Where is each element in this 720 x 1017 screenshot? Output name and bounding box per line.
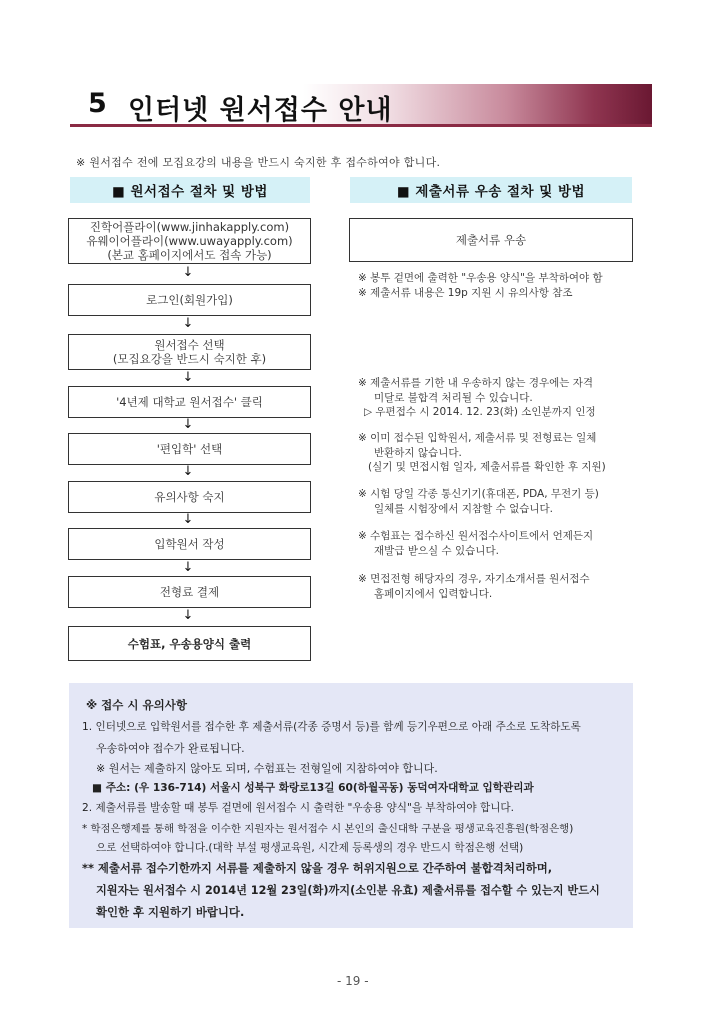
step-line: '편입학' 선택 xyxy=(156,442,223,456)
caution-line: 으로 선택하여야 합니다.(대학 부설 평생교육원, 시간제 등록생의 경우 반드시 학점은행 선택) xyxy=(96,842,524,854)
down-arrow-icon: ↓ xyxy=(182,370,194,385)
step-line: 유웨이어플라이(www.uwayapply.com) xyxy=(86,234,293,248)
note-line: ※ 면접전형 해당자의 경우, 자기소개서를 원서접수 xyxy=(358,573,590,585)
caution-address: ■ 주소: (우 136-714) 서울시 성북구 화랑로13길 60(하월곡동) 동덕여자대학교 입학관리과 xyxy=(92,782,534,794)
flow-step xyxy=(68,284,311,316)
caution-line: 2. 제출서류를 발송할 때 봉투 겉면에 원서접수 시 출력한 "우송용 양식"을 부착하여야 합니다. xyxy=(82,802,515,814)
caution-warning: 확인한 후 지원하기 바랍니다. xyxy=(96,905,245,919)
note-line: (실기 및 면접시험 일자, 제출서류를 확인한 후 지원) xyxy=(368,461,606,473)
caution-line: * 학점은행제를 통해 학점을 이수한 지원자는 원서접수 시 본인의 출신대학 구분을 평생교육진흥원(학점은행) xyxy=(82,823,574,835)
caution-title: ※ 접수 시 유의사항 xyxy=(86,698,187,712)
right-note xyxy=(358,529,593,558)
top-note: ※ 원서접수 전에 모집요강의 내용을 반드시 숙지한 후 접수하여야 합니다. xyxy=(76,156,441,169)
section-number: 5 xyxy=(88,88,107,119)
mail-submission-box xyxy=(349,218,633,262)
flow-step-final xyxy=(68,626,311,661)
flow-step xyxy=(68,576,311,608)
down-arrow-icon: ↓ xyxy=(182,417,194,432)
step-line: 로그인(회원가입) xyxy=(146,293,233,307)
note-line: 홈페이지에서 입력합니다. xyxy=(374,587,493,600)
caution-line: 1. 인터넷으로 입학원서를 접수한 후 제출서류(각종 증명서 등)를 함께 등기우편으로 아래 주소로 도착하도록 xyxy=(82,721,581,733)
right-note xyxy=(358,431,606,475)
flow-step xyxy=(68,528,311,560)
note-line: 반환하지 않습니다. xyxy=(374,446,462,459)
flow-step xyxy=(68,481,311,513)
down-arrow-icon: ↓ xyxy=(182,608,194,623)
step-line: 유의사항 숙지 xyxy=(154,490,225,504)
note-line: ▷ 우편접수 시 2014. 12. 23(화) 소인분까지 인정 xyxy=(364,406,596,418)
step-line: 진학어플라이(www.jinhakapply.com) xyxy=(89,220,290,234)
note-line: ※ 제출서류를 기한 내 우송하지 않는 경우에는 자격 xyxy=(358,377,594,389)
step-line: 수험표, 우송용양식 출력 xyxy=(127,636,252,651)
down-arrow-icon: ↓ xyxy=(182,464,194,479)
right-note xyxy=(358,487,599,516)
step-line: (모집요강을 반드시 숙지한 후) xyxy=(112,352,267,366)
step-line: '4년제 대학교 원서접수' 클릭 xyxy=(116,395,263,409)
right-note xyxy=(358,271,603,300)
note-line: 재발급 받으실 수 있습니다. xyxy=(374,544,499,557)
flow-step xyxy=(68,386,311,418)
mail-box-label: 제출서류 우송 xyxy=(455,233,527,247)
caution-line: 우송하여야 접수가 완료됩니다. xyxy=(96,742,245,755)
note-line: 일체를 시험장에서 지참할 수 없습니다. xyxy=(374,502,553,515)
caution-warning: ** 제출서류 접수기한까지 서류를 제출하지 않을 경우 허위지원으로 간주하여 불합격처리하며, xyxy=(82,861,553,875)
note-line: ※ 시험 당일 각종 통신기기(휴대폰, PDA, 무전기 등) xyxy=(358,488,599,500)
note-line: ※ 수험표는 접수하신 원서접수사이트에서 언제든지 xyxy=(358,530,594,542)
caution-warning: 지원자는 원서접수 시 2014년 12월 23일(화)까지(소인분 유효) 제출서류를 접수할 수 있는지 반드시 xyxy=(96,884,600,897)
step-line: 원서접수 선택 xyxy=(154,338,225,352)
down-arrow-icon: ↓ xyxy=(182,316,194,331)
note-line: ※ 봉투 겉면에 출력한 "우송용 양식"을 부착하여야 함 xyxy=(358,272,603,284)
note-line: ※ 이미 접수된 입학원서, 제출서류 및 전형료는 일체 xyxy=(358,432,597,444)
right-note xyxy=(358,572,590,601)
down-arrow-icon: ↓ xyxy=(182,265,194,280)
down-arrow-icon: ↓ xyxy=(182,560,194,575)
right-note xyxy=(358,376,596,420)
right-column-heading: ■ 제출서류 우송 절차 및 방법 xyxy=(350,177,632,203)
down-arrow-icon: ↓ xyxy=(182,512,194,527)
note-line: 미달로 불합격 처리될 수 있습니다. xyxy=(374,391,533,404)
flow-step xyxy=(68,334,311,370)
step-line: 전형료 결제 xyxy=(159,585,220,599)
page-number: - 19 - xyxy=(337,974,369,988)
section-title: 인터넷 원서접수 안내 xyxy=(128,95,393,126)
step-line: 입학원서 작성 xyxy=(154,537,225,551)
note-line: ※ 제출서류 내용은 19p 지원 시 유의사항 참조 xyxy=(358,286,573,299)
caution-line: ※ 원서는 제출하지 않아도 되며, 수험표는 전형일에 지참하여야 합니다. xyxy=(96,762,438,775)
step-line: (본교 홈페이지에서도 접속 가능) xyxy=(107,248,272,262)
left-column-heading: ■ 원서접수 절차 및 방법 xyxy=(70,177,310,203)
flow-step xyxy=(68,218,311,264)
flow-step xyxy=(68,433,311,465)
